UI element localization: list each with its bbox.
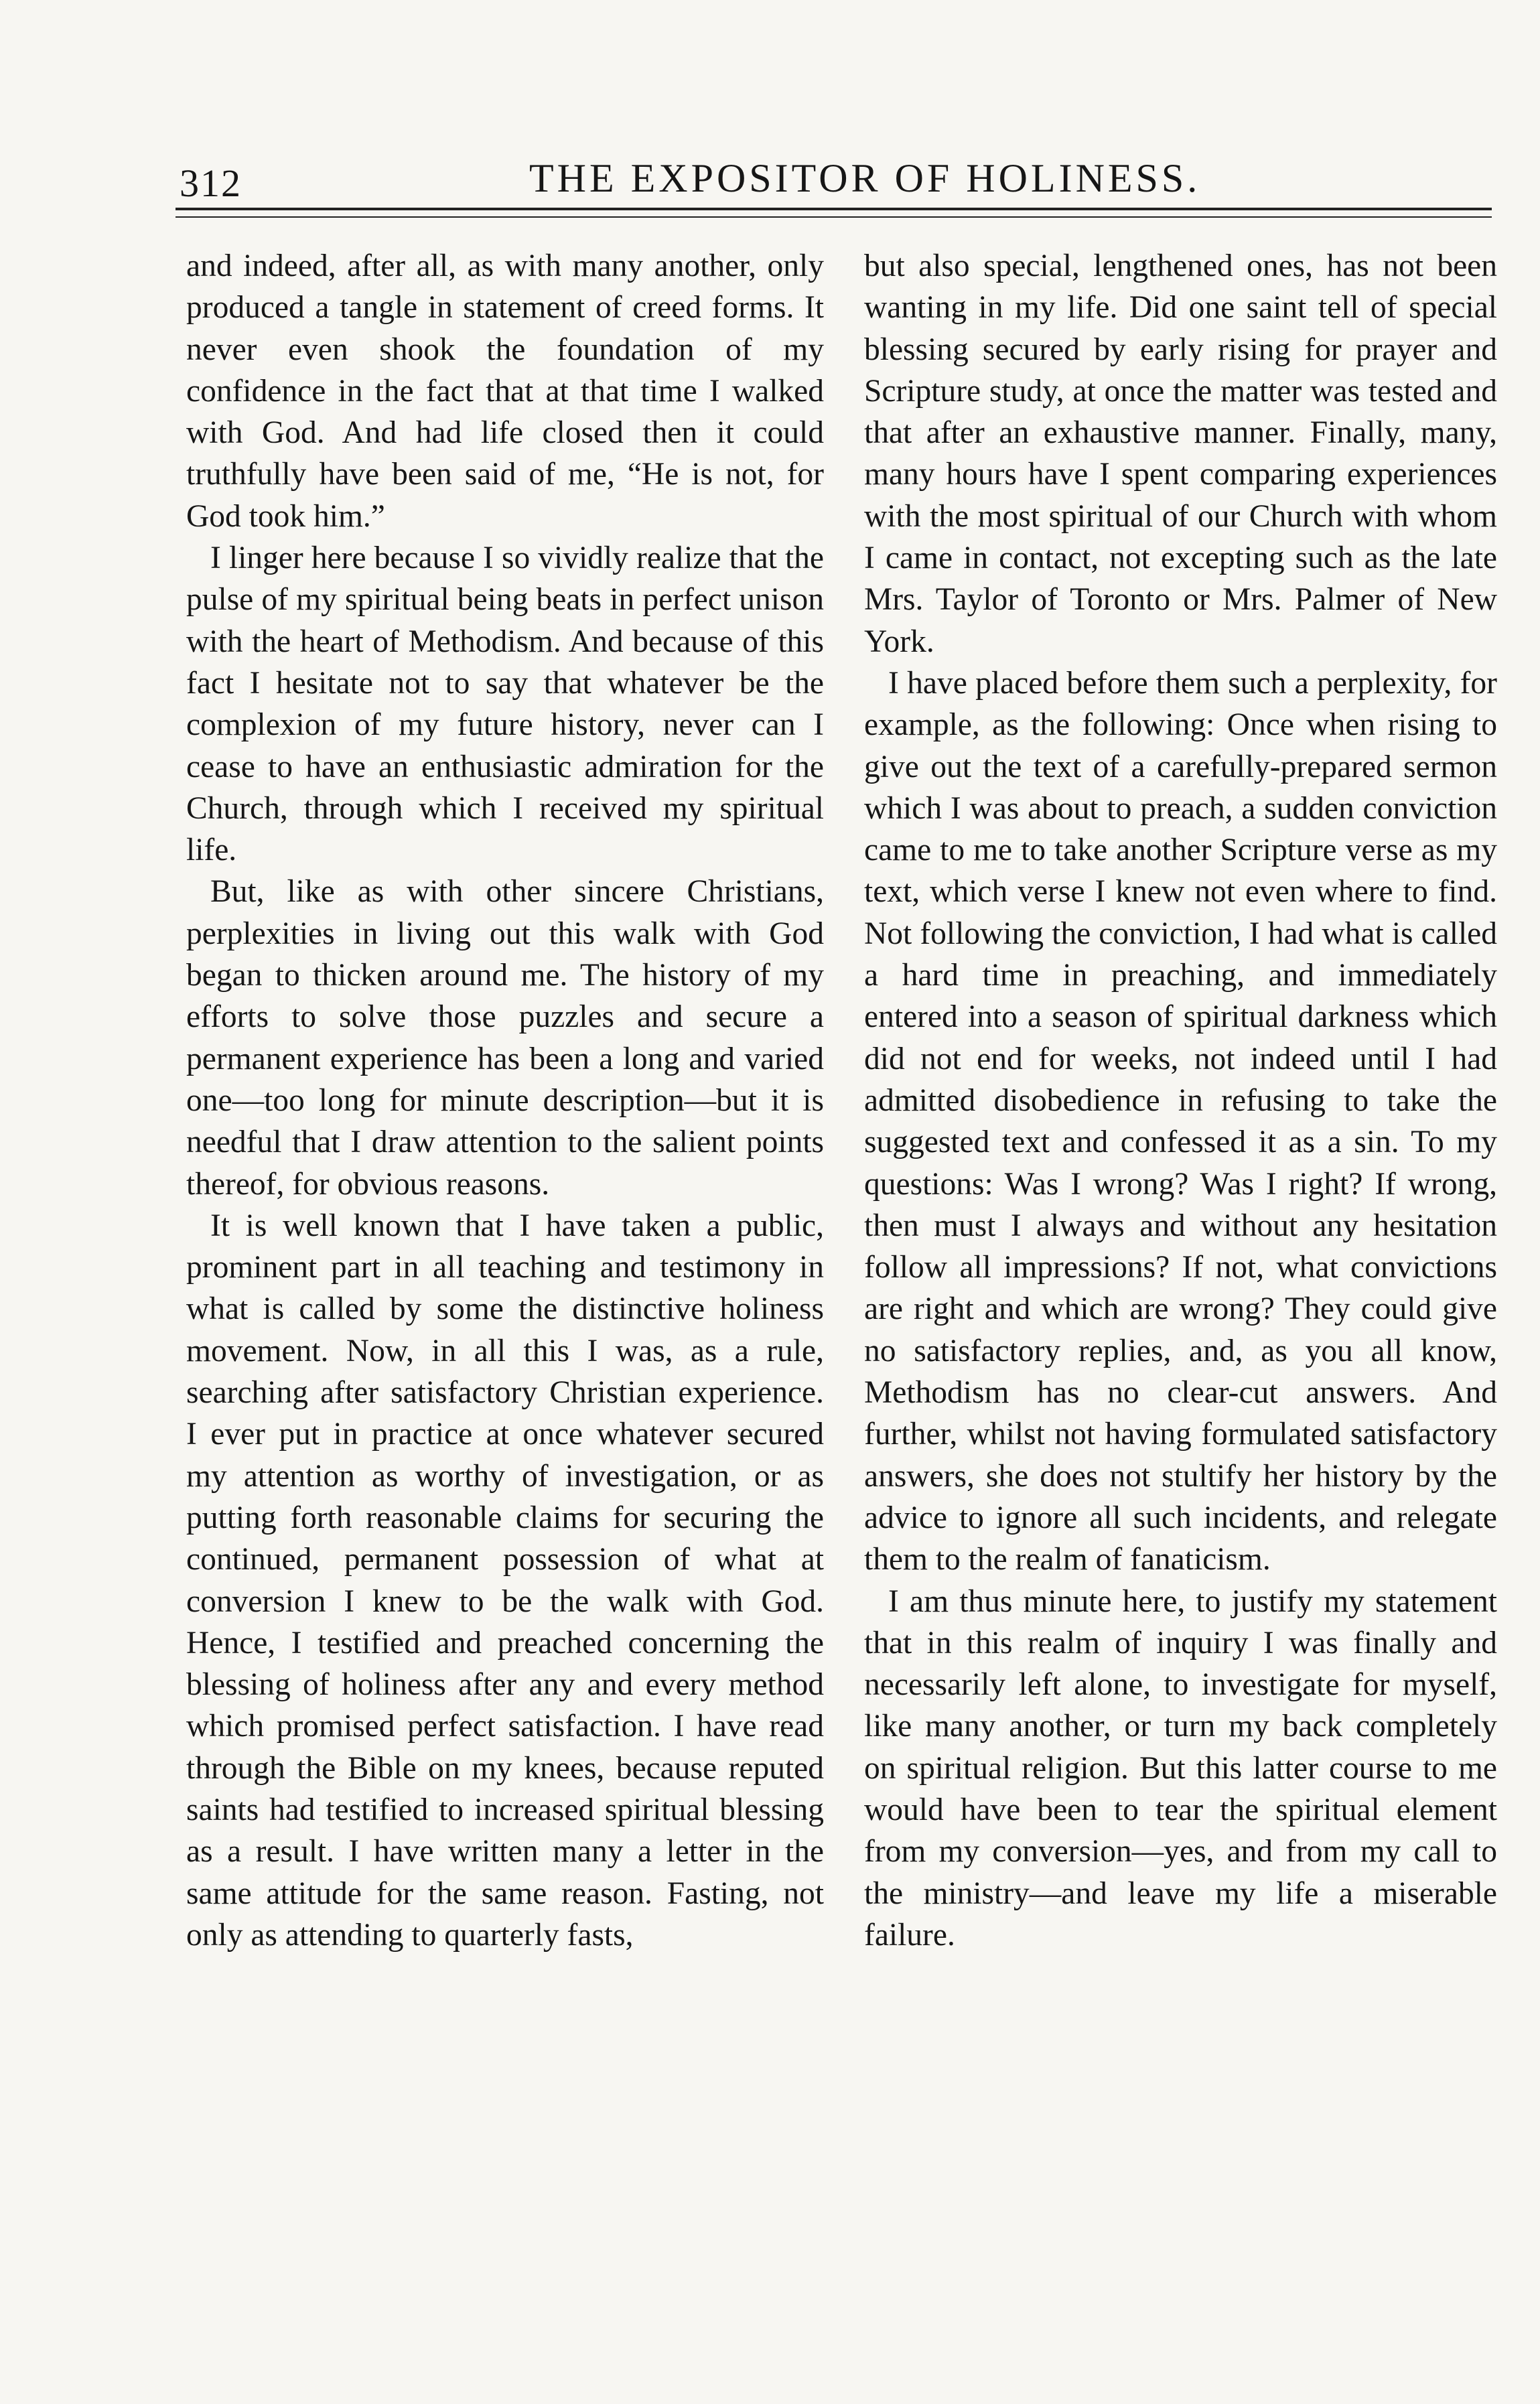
right-paragraph-2: I have placed before them such a perplexity, for example, as the following: Once when rising to give out the text of a carefully-prepared sermon which I was about to preach, a sudden conviction came to me to take another Scripture verse as my text, which verse I knew not even where to find. Not following the conviction, I had what is called a hard time in preaching, and immediately entered into a season of spiritual darkness which did not end for weeks, not indeed until I had admitted disobedience in refusing to take the suggested text and confessed it as a sin. To my questions: Was I wrong? Was I right? If wrong, then must I always and without any hesitation follow all impressions? If not, what convictions are right and which are wrong? They could give no satisfactory replies, and, as you all know, Methodism has no clear-cut answers. And further, whilst not having formulated satisfactory answers, she does not stultify her history by the advice to ignore all such incidents, and relegate them to the realm of fanaticism. [864, 665, 1497, 1577]
left-paragraph-2: I linger here because I so vividly realize that the pulse of my spiritual being beats in perfect unison with the heart of Methodism. And because of this fact I hesitate not to say that whatever be the complexion of my future history, never can I cease to have an enthusiastic admiration for the Church, through which I received my spiritual life. [186, 541, 824, 868]
header-rule-thin [176, 216, 1492, 218]
running-head: THE EXPOSITOR OF HOLINESS. [529, 156, 1201, 200]
left-paragraph-4: It is well known that I have taken a public, prominent part in all teaching and testimony in what is called by some the distinctive holiness movement. Now, in all this I was, as a rule, searching after satisfactory Christian experience. I ever put in practice at once whatever secured my attention as worthy of investigation, or as putting forth reasonable claims for securing the continued, permanent possession of what at conversion I knew to be the walk with God. Hence, I testified and preached concerning the blessing of holiness after any and every method which promised perfect satisfaction. I have read through the Bible on my knees, because reputed saints had testified to increased spiritual blessing as a result. I have written many a letter in the same attitude for the same reason. Fasting, not only as attending to quarterly fasts, [186, 1208, 824, 1953]
right-paragraph-1: but also special, lengthened ones, has not been wanting in my life. Did one saint tell of special blessing secured by early rising for prayer and Scripture study, at once the matter was tested and that after an exhaustive manner. Finally, many, many hours have I spent comparing experiences with the most spiritual of our Church with whom I came in contact, not excepting such as the late Mrs. Taylor of Toronto or Mrs. Palmer of New York. [864, 249, 1497, 659]
left-paragraph-3: But, like as with other sincere Christians, perplexities in living out this walk with God began to thicken around me. The history of my efforts to solve those puzzles and secure a permanent experience has been a long and varied one—too long for minute description—but it is needful that I draw attention to the salient points thereof, for obvious reasons. [186, 874, 824, 1202]
left-column [186, 245, 824, 1956]
right-column [864, 245, 1497, 1956]
left-paragraph-1: and indeed, after all, as with many another, only produced a tangle in statement of creed forms. It never even shook the foundation of my confidence in the fact that at that time I walked with God. And had life closed then it could truthfully have been said of me, “He is not, for God took him.” [186, 249, 824, 534]
right-paragraph-3: I am thus minute here, to justify my statement that in this realm of inquiry I was finally and necessarily left alone, to investigate for myself, like many another, or turn my back completely on spiritual religion. But this latter course to me would have been to tear the spiritual element from my conversion—yes, and from my call to the ministry—and leave my life a miserable failure. [864, 1583, 1497, 1953]
page-number: 312 [180, 161, 242, 205]
header-rule-thick [176, 208, 1492, 210]
